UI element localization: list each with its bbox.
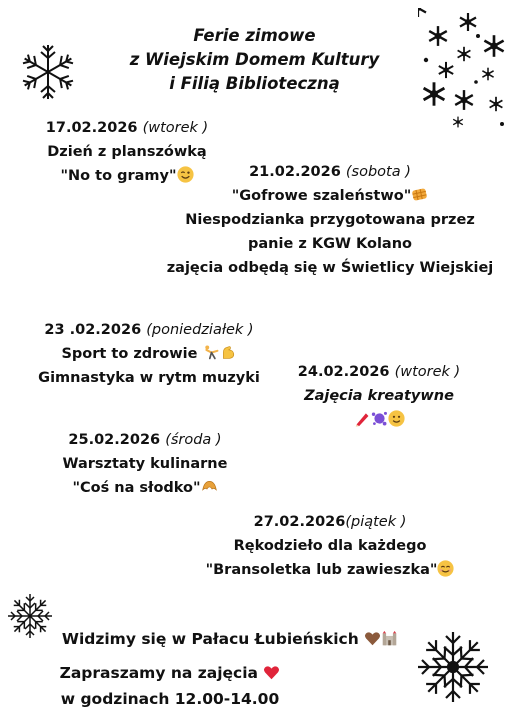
event-day: (wtorek ): [142, 120, 209, 136]
event-day: (środa ): [165, 432, 222, 448]
title-line-2: z Wiejskim Domem Kultury: [129, 50, 380, 69]
event-date: 24.02.2026: [297, 364, 390, 380]
event-day: (piątek ): [345, 514, 407, 530]
event-title: "Gofrowe szaleństwo": [231, 188, 412, 204]
footer-invitation: Zapraszamy na zajęcia: [59, 664, 258, 682]
event-date: 25.02.2026: [68, 432, 161, 448]
crayon-emoji-icon: [354, 410, 371, 427]
event-27-02: [190, 510, 470, 582]
event-date: 21.02.2026: [249, 164, 341, 180]
footer-hours: w godzinach 12.00-14.00: [60, 690, 280, 708]
event-title: Dzień z planszówką: [47, 144, 207, 160]
smiling-face-emoji-icon: [437, 560, 454, 577]
castle-icon: [381, 630, 398, 647]
footer-hours-block: [50, 660, 290, 712]
event-subtitle: "Bransoletka lub zawieszka": [205, 562, 438, 578]
event-title: Rękodzieło dla każdego: [233, 538, 427, 554]
event-title: Warsztaty kulinarne: [62, 456, 228, 472]
event-title: Sport to zdrowie: [61, 346, 198, 362]
footer-invite: [40, 626, 420, 652]
paint-splash-emoji-icon: [371, 410, 388, 427]
event-title: Zajęcia kreatywne: [304, 388, 454, 404]
flexed-bicep-emoji-icon: [220, 344, 237, 361]
event-subtitle: Gimnastyka w rytm muzyki: [38, 370, 260, 386]
title-line-3: i Filią Biblioteczną: [169, 74, 340, 93]
event-date: 17.02.2026: [45, 120, 138, 136]
event-25-02: [30, 428, 260, 500]
snowflake-icon: [414, 628, 492, 706]
event-date: 23 .02.2026: [44, 322, 142, 338]
event-description: Niespodzianka przygotowana przez: [185, 212, 475, 228]
event-24-02: [284, 360, 474, 432]
event-subtitle: "No to gramy": [60, 168, 177, 184]
page-title: [0, 24, 509, 96]
event-subtitle: "Coś na słodko": [72, 480, 201, 496]
waffle-emoji-icon: [411, 186, 428, 203]
event-day: (poniedziałek ): [146, 322, 254, 338]
stretching-person-emoji-icon: [203, 344, 220, 361]
event-description: panie z KGW Kolano: [248, 236, 412, 252]
event-location: zajęcia odbędą się w Świetlicy Wiejskiej: [166, 260, 494, 276]
event-date: 27.02.2026: [253, 514, 346, 530]
footer-location: Widzimy się w Pałacu Łubieńskich: [61, 630, 359, 648]
title-line-1: Ferie zimowe: [193, 26, 316, 45]
croissant-emoji-icon: [201, 478, 218, 495]
smiling-face-emoji-icon: [388, 410, 405, 427]
event-day: (sobota ): [345, 164, 411, 180]
brown-heart-icon: [364, 630, 381, 647]
event-day: (wtorek ): [394, 364, 461, 380]
red-heart-icon: [263, 664, 280, 681]
event-23-02: [24, 318, 274, 390]
event-21-02: [160, 160, 500, 280]
